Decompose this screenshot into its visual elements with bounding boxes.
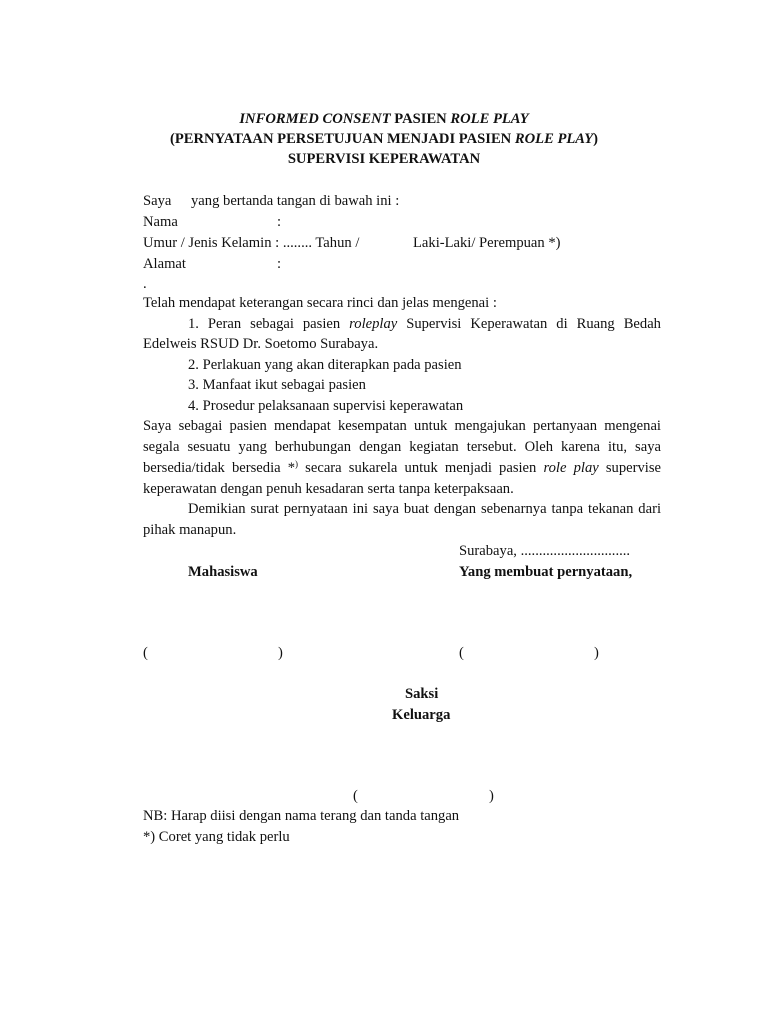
mahasiswa-sign-open: (	[143, 645, 148, 661]
title-pasien: PASIEN	[390, 111, 451, 127]
saya-text: yang bertanda tangan di bawah ini :	[191, 193, 400, 209]
alamat-label: Alamat	[143, 256, 186, 272]
title-line-3: SUPERVISI KEPERAWATAN	[287, 151, 481, 167]
statement-line-5: Demikian surat pernyataan ini saya buat dengan sebenarnya tanpa tekanan dari	[188, 501, 661, 517]
pembuat-label: Yang membuat pernyataan,	[459, 564, 633, 580]
note-nb: NB: Harap diisi dengan nama terang dan tanda tangan	[143, 808, 460, 824]
nama-colon: :	[277, 214, 282, 230]
saksi-sign-open: (	[353, 788, 358, 804]
keluarga-label: Keluarga	[392, 707, 451, 723]
title-role-play: ROLE PLAY	[450, 111, 529, 127]
saksi-sign-close: )	[489, 788, 494, 804]
note-coret: *) Coret yang tidak perlu	[143, 829, 290, 845]
dot-line: .	[143, 276, 147, 292]
title-pernyataan: (PERNYATAAN PERSETUJUAN MENJADI PASIEN	[170, 131, 515, 147]
item-2: 2. Perlakuan yang akan diterapkan pada pasien	[188, 357, 462, 373]
title-informed-consent: INFORMED CONSENT	[239, 111, 391, 127]
nama-label: Nama	[143, 214, 178, 230]
statement-line-4: keperawatan dengan penuh kesadaran serta tanpa keterpaksaan.	[143, 481, 514, 497]
saksi-label: Saksi	[405, 686, 439, 702]
statement-line-3: bersedia/tidak bersedia *) secara sukarela untuk menjadi pasien role play supervise	[143, 459, 661, 476]
pembuat-sign-close: )	[594, 645, 599, 661]
mahasiswa-label: Mahasiswa	[188, 564, 258, 580]
alamat-colon: :	[277, 256, 282, 272]
gender-options: Laki-Laki/ Perempuan *)	[413, 235, 561, 251]
item-1: 1. Peran sebagai pasien roleplay Supervisi Keperawatan di Ruang Bedah	[188, 316, 661, 332]
item-3: 3. Manfaat ikut sebagai pasien	[188, 377, 366, 393]
title-close: )	[593, 131, 598, 147]
intro-text: Telah mendapat keterangan secara rinci dan jelas mengenai :	[143, 295, 497, 311]
umur-jenis-kelamin: Umur / Jenis Kelamin : ........ Tahun /	[143, 235, 360, 251]
title-line-2	[0, 132, 768, 147]
title-line-1	[0, 112, 768, 127]
mahasiswa-sign-close: )	[278, 645, 283, 661]
statement-line-1: Saya sebagai pasien mendapat kesempatan untuk mengajukan pertanyaan mengenai	[143, 418, 661, 434]
item-1-line-2: Edelweis RSUD Dr. Soetomo Surabaya.	[143, 336, 379, 352]
place-date: Surabaya, ..............................	[459, 543, 631, 559]
title-role-play-2: ROLE PLAY	[514, 131, 594, 147]
saya-label: Saya	[143, 193, 172, 209]
statement-line-2: segala sesuatu yang berhubungan dengan kegiatan tersebut. Oleh karena itu, saya	[143, 439, 661, 455]
item-4: 4. Prosedur pelaksanaan supervisi keperawatan	[188, 398, 464, 414]
statement-line-6: pihak manapun.	[143, 522, 237, 538]
pembuat-sign-open: (	[459, 645, 464, 661]
